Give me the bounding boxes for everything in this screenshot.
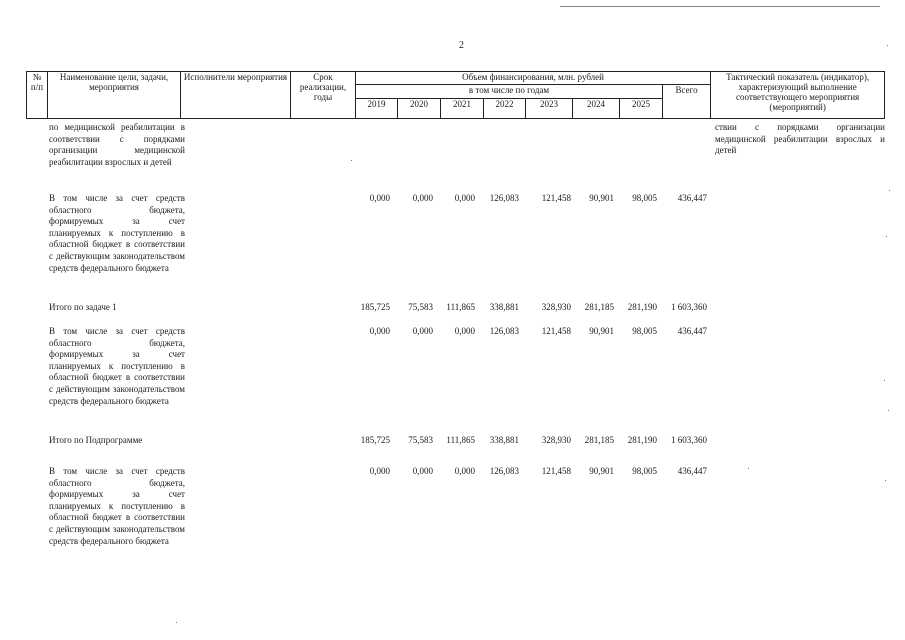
- value-2020: 75,583: [408, 302, 433, 312]
- header-number: № п/п: [27, 72, 48, 119]
- value-2024: 90,901: [589, 466, 614, 476]
- value-2019: 185,725: [360, 435, 390, 445]
- value-2021: 0,000: [454, 326, 475, 336]
- header-year: 2023: [526, 99, 573, 119]
- value-2025: 98,005: [632, 193, 657, 203]
- value-2020: 75,583: [408, 435, 433, 445]
- scan-speck: [176, 622, 177, 623]
- header-year: 2019: [356, 99, 398, 119]
- header-by-year: в том числе по годам: [356, 85, 663, 99]
- value-2025: 98,005: [632, 466, 657, 476]
- value-2022: 338,881: [489, 302, 519, 312]
- value-2019: 0,000: [369, 326, 390, 336]
- header-term: Срок реализации, годы: [291, 72, 356, 119]
- value-2024: 90,901: [589, 193, 614, 203]
- value-2023: 328,930: [541, 302, 571, 312]
- value-2022: 126,083: [489, 193, 519, 203]
- value-2019: 0,000: [369, 193, 390, 203]
- row-label: В том числе за счет средств областного бюджета, формируемых за счет планируемых к поступлению в областной бюджет в соответствии с действующим законодательством средств федерального бюджета: [49, 193, 185, 273]
- value-2025: 98,005: [632, 326, 657, 336]
- value-2024: 281,185: [584, 302, 614, 312]
- table-header: [26, 71, 885, 119]
- value-2024: 90,901: [589, 326, 614, 336]
- scan-speck: [351, 160, 352, 161]
- value-2021: 111,865: [446, 435, 475, 445]
- row-label: В том числе за счет средств областного бюджета, формируемых за счет планируемых к поступлению в областной бюджет в соответствии с действующим законодательством средств федерального бюджета: [49, 466, 185, 546]
- header-year: 2020: [398, 99, 441, 119]
- value-2023: 121,458: [541, 326, 571, 336]
- continuation-indicator: ствии с порядками организации медицинской реабилитации взрослых и детей: [715, 122, 885, 156]
- value-2020: 0,000: [412, 466, 433, 476]
- scan-speck: [885, 480, 886, 481]
- value-2025: 281,190: [627, 302, 657, 312]
- scan-speck: [887, 45, 888, 46]
- value-2021: 0,000: [454, 193, 475, 203]
- header-name: Наименование цели, задачи, мероприятия: [48, 72, 181, 119]
- row-label: В том числе за счет средств областного бюджета, формируемых за счет планируемых к поступлению в областной бюджет в соответствии с действующим законодательством средств федерального бюджета: [49, 326, 185, 406]
- page-number: 2: [459, 40, 464, 51]
- value-2022: 338,881: [489, 435, 519, 445]
- value-2023: 121,458: [541, 466, 571, 476]
- continuation-text: по медицинской реабилитации в соответствии с порядками организации медицинской реабилитации взрослых и детей: [49, 122, 185, 167]
- value-2021: 0,000: [454, 466, 475, 476]
- header-indicator: Тактический показатель (индикатор), характеризующий выполнение соответствующего мероприятия (мероприятий): [711, 72, 885, 119]
- scan-speck: [888, 410, 889, 411]
- scan-speck: [889, 190, 890, 191]
- value-total: 1 603,360: [671, 435, 707, 445]
- value-2023: 121,458: [541, 193, 571, 203]
- value-2020: 0,000: [412, 193, 433, 203]
- value-2022: 126,083: [489, 466, 519, 476]
- scan-speck: [748, 468, 749, 469]
- header-funding: Объем финансирования, млн. рублей: [356, 72, 711, 85]
- value-total: 436,447: [677, 466, 707, 476]
- value-total: 436,447: [677, 326, 707, 336]
- header-year: 2024: [573, 99, 620, 119]
- header-total: Всего: [663, 85, 711, 119]
- value-2024: 281,185: [584, 435, 614, 445]
- header-year: 2021: [441, 99, 484, 119]
- scan-speck: [884, 380, 885, 381]
- value-2019: 185,725: [360, 302, 390, 312]
- value-total: 1 603,360: [671, 302, 707, 312]
- value-total: 436,447: [677, 193, 707, 203]
- value-2020: 0,000: [412, 326, 433, 336]
- header-year: 2025: [620, 99, 663, 119]
- top-rule: [560, 6, 880, 7]
- header-executors: Исполнители мероприятия: [181, 72, 291, 119]
- value-2021: 111,865: [446, 302, 475, 312]
- header-year: 2022: [484, 99, 526, 119]
- scan-speck: [886, 236, 887, 237]
- value-2022: 126,083: [489, 326, 519, 336]
- value-2023: 328,930: [541, 435, 571, 445]
- row-label: Итого по задаче 1: [49, 302, 117, 312]
- value-2025: 281,190: [627, 435, 657, 445]
- row-label: Итого по Подпрограмме: [49, 435, 143, 445]
- value-2019: 0,000: [369, 466, 390, 476]
